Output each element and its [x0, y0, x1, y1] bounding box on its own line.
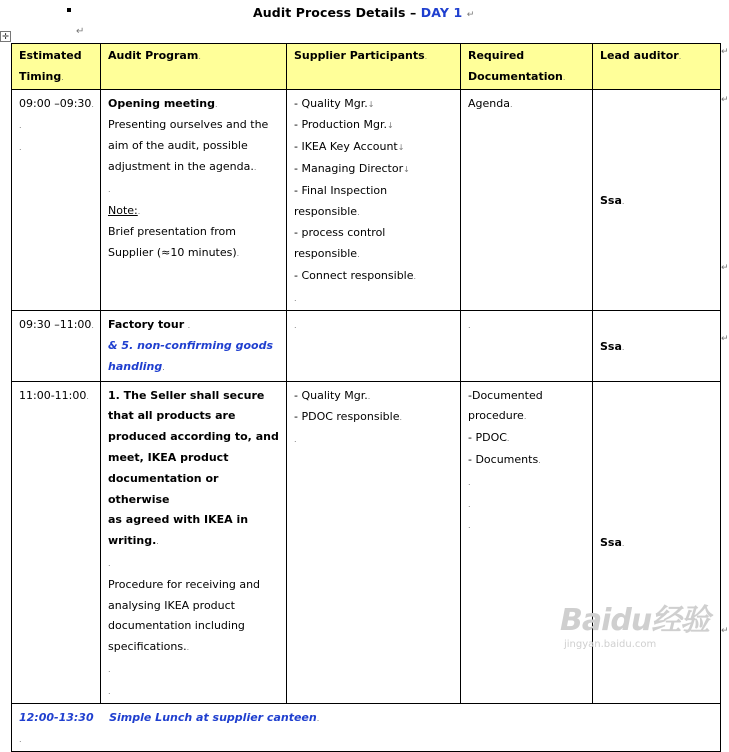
row2-participants: . [287, 310, 461, 381]
row3-lead: Ssa. [593, 381, 721, 703]
header-participants: Supplier Participants. [287, 44, 461, 90]
lunch-row [12, 703, 721, 752]
row2-program: Factory tour . & 5. non-confirming goods handling. [101, 310, 287, 381]
row1-documentation: Agenda. [461, 89, 593, 310]
row2-lead: Ssa. [593, 310, 721, 381]
header-program: Audit Program. [101, 44, 287, 90]
table-row [12, 381, 721, 703]
row2-timing: 09:30 –11:00. [12, 310, 101, 381]
lunch-time: 12:00-13:30 [19, 710, 94, 724]
row1-timing: 09:00 –09:30. . . [12, 89, 101, 310]
paragraph-mark-icon: ↵ [76, 26, 85, 37]
watermark-logo: Baidu经验 [560, 603, 710, 638]
watermark-url: jingyan.baidu.com [564, 639, 657, 650]
row-end-mark-icon: ↵ [721, 47, 729, 57]
table-header-row [12, 44, 721, 90]
row3-documentation: -Documented procedure. - PDOC. - Documents. . . . [461, 381, 593, 703]
lunch-text: Simple Lunch at supplier canteen [109, 710, 317, 724]
header-documentation: Required Documentation. [461, 44, 593, 90]
header-timing: Estimated Timing. [12, 44, 101, 90]
table-row [12, 89, 721, 310]
row1-lead: Ssa. [593, 89, 721, 310]
row3-program: 1. The Seller shall secure that all products are produced according to, and meet, IKEA product documentation or otherwise as agreed with IKEA in writing.. . Procedure for receiving and analysing IKEA product documentation including specifications.. . . [101, 381, 287, 703]
title-day: DAY 1 [420, 5, 463, 20]
table-row [12, 310, 721, 381]
row1-participants: - Quality Mgr.↓ - Production Mgr.↓ - IKEA Key Account↓ - Managing Director↓ - Final Inspection responsible. - process control responsible. - Connect responsible. . [287, 89, 461, 310]
header-lead: Lead auditor. [593, 44, 721, 90]
table-move-handle-icon[interactable]: ✛ [0, 31, 11, 42]
row3-timing: 11:00-11:00. [12, 381, 101, 703]
row1-program: Opening meeting. Presenting ourselves and the aim of the audit, possible adjustment in the agenda.. . Note:. Brief presentation from Supplier (≈10 minutes). [101, 89, 287, 310]
title-main: Audit Process Details – [253, 5, 421, 20]
paragraph-mark-icon: ↵ [466, 10, 475, 20]
lunch-cell: 12:00-13:30 Simple Lunch at supplier canteen. . [12, 703, 721, 752]
page-title [253, 5, 474, 20]
row2-documentation: . [461, 310, 593, 381]
row-end-mark-icon: ↵ [721, 263, 729, 273]
title-bullet [67, 8, 71, 12]
audit-schedule-table [11, 43, 721, 752]
row-end-mark-icon: ↵ [721, 95, 729, 105]
row3-participants: - Quality Mgr.. - PDOC responsible. . [287, 381, 461, 703]
row-end-mark-icon: ↵ [721, 626, 729, 636]
row-end-mark-icon: ↵ [721, 334, 729, 344]
